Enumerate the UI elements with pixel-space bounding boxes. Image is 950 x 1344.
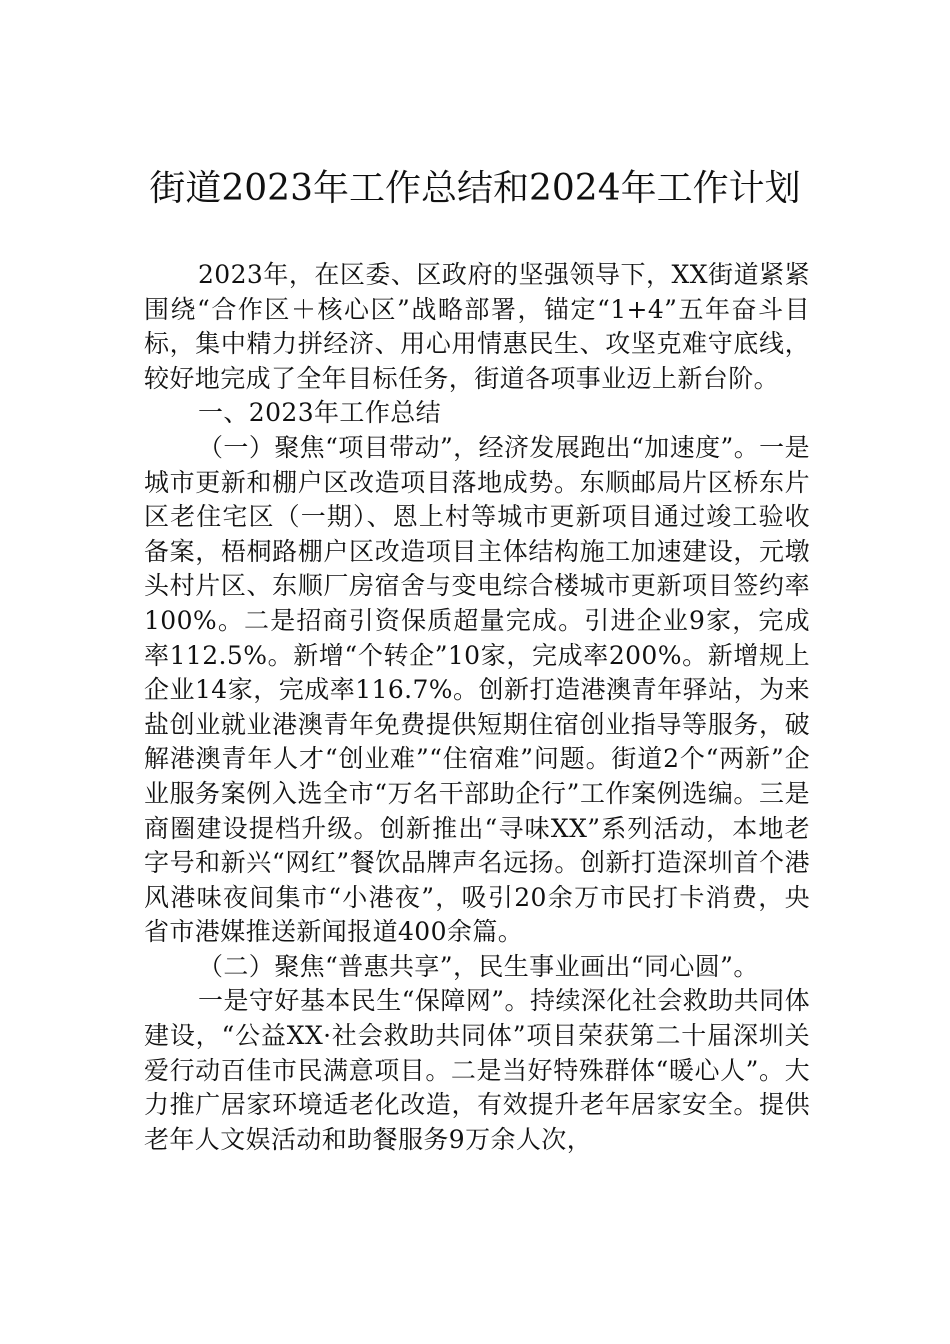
intro-paragraph: 2023年，在区委、区政府的坚强领导下，XX街道紧紧围绕“合作区＋核心区”战略部署，锚定“1+4”五年奋斗目标，集中精力拼经济、用心用情惠民生、攻坚克难守底线，较好地完成了全年目标任务，街道各项事业迈上新台阶。 (144, 260, 810, 393)
subsection-economy-paragraph: （一）聚焦“项目带动”，经济发展跑出“加速度”。一是城市更新和棚户区改造项目落地成势。东顺邮局片区桥东片区老住宅区（一期）、恩上村等城市更新项目通过竣工验收备案，梧桐路棚户区改造项目主体结构施工加速建设，元墩头村片区、东顺厂房宿舍与变电综合楼城市更新项目签约率100%。二是招商引资保质超量完成。引进企业9家，完成率112.5%。新增“个转企”10家，完成率200%。新增规上企业14家，完成率116.7%。创新打造港澳青年驿站，为来盐创业就业港澳青年免费提供短期住宿创业指导等服务，破解港澳青年人才“创业难”“住宿难”问题。街道2个“两新”企业服务案例入选全市“万名干部助企行”工作案例选编。三是商圈建设提档升级。创新推出“寻味XX”系列活动，本地老字号和新兴“网红”餐饮品牌声名远扬。创新打造深圳首个港风港味夜间集市“小港夜”，吸引20余万市民打卡消费，央省市港媒推送新闻报道400余篇。 (144, 432, 810, 947)
document-body (144, 258, 810, 1157)
section-heading-summary: 一、2023年工作总结 (198, 398, 442, 428)
livelihood-paragraph: 一是守好基本民生“保障网”。持续深化社会救助共同体建设，“公益XX·社会救助共同体”项目荣获第二十届深圳关爱行动百佳市民满意项目。二是当好特殊群体“暖心人”。大力推广居家环境适老化改造，有效提升老年居家安全。提供老年人文娱活动和助餐服务9万余人次， (144, 986, 810, 1154)
subsection-livelihood-heading: （二）聚焦“普惠共享”，民生事业画出“同心圆”。 (198, 951, 759, 981)
document-title: 街道2023年工作总结和2024年工作计划 (149, 168, 801, 209)
